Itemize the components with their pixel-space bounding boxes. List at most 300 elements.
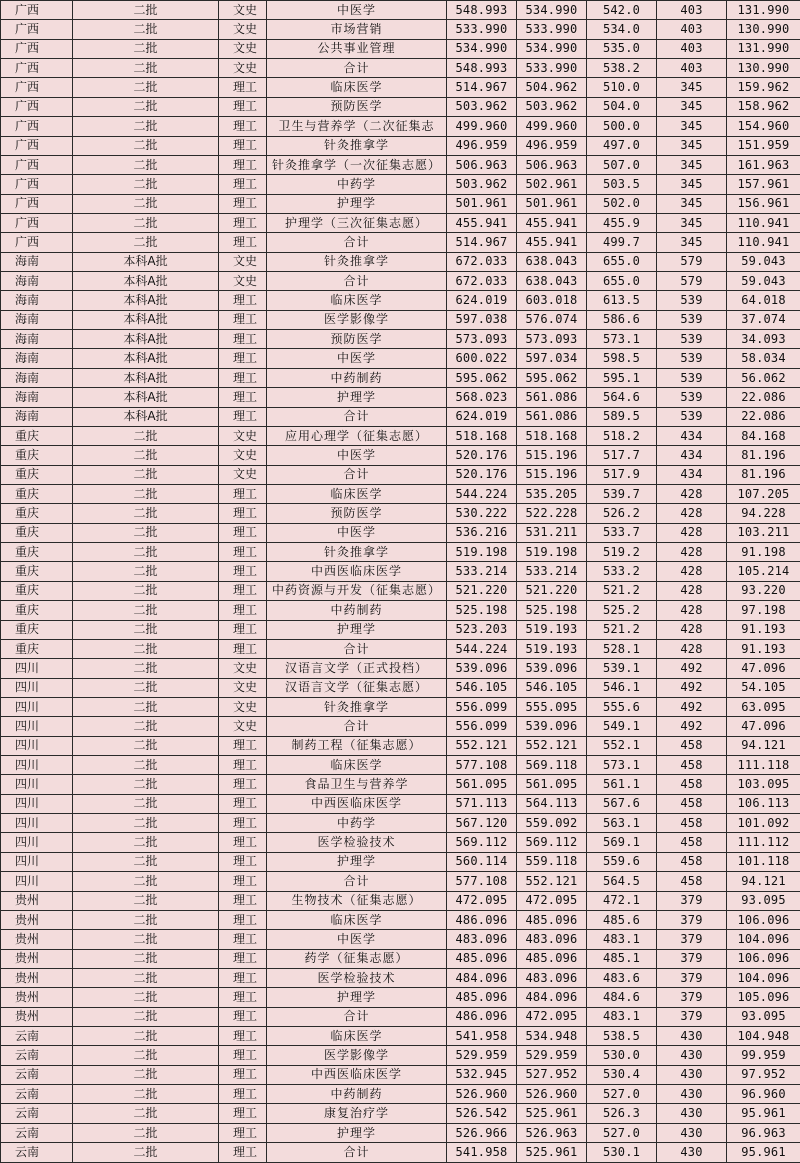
above-line-cell: 56.062 <box>727 368 800 387</box>
major-cell: 护理学 <box>267 620 447 639</box>
batch-cell: 二批 <box>73 543 219 562</box>
min-score-cell: 455.941 <box>517 233 587 252</box>
batch-cell: 二批 <box>73 562 219 581</box>
batch-cell: 二批 <box>73 97 219 116</box>
province-cell: 重庆 <box>1 639 73 658</box>
major-cell: 护理学（三次征集志愿） <box>267 213 447 232</box>
above-line-cell: 91.193 <box>727 620 800 639</box>
table-row <box>1 1046 800 1065</box>
min-score-cell: 555.095 <box>517 697 587 716</box>
major-cell: 中药学 <box>267 175 447 194</box>
subject-type-cell: 理工 <box>219 1123 267 1142</box>
max-score-cell: 544.224 <box>447 484 517 503</box>
max-score-cell: 672.033 <box>447 272 517 291</box>
table-row <box>1 97 800 116</box>
control-line-cell: 458 <box>657 852 727 871</box>
above-line-cell: 110.941 <box>727 213 800 232</box>
table-row <box>1 291 800 310</box>
subject-type-cell: 理工 <box>219 794 267 813</box>
major-cell: 市场营销 <box>267 20 447 39</box>
batch-cell: 二批 <box>73 949 219 968</box>
batch-cell: 二批 <box>73 639 219 658</box>
major-cell: 应用心理学（征集志愿） <box>267 426 447 445</box>
major-cell: 中医学 <box>267 930 447 949</box>
max-score-cell: 455.941 <box>447 213 517 232</box>
control-line-cell: 458 <box>657 833 727 852</box>
province-cell: 海南 <box>1 388 73 407</box>
subject-type-cell: 理工 <box>219 117 267 136</box>
max-score-cell: 523.203 <box>447 620 517 639</box>
table-row <box>1 175 800 194</box>
province-cell: 广西 <box>1 39 73 58</box>
avg-score-cell: 613.5 <box>587 291 657 310</box>
table-row <box>1 1007 800 1026</box>
avg-score-cell: 499.7 <box>587 233 657 252</box>
control-line-cell: 379 <box>657 1007 727 1026</box>
min-score-cell: 521.220 <box>517 581 587 600</box>
min-score-cell: 525.961 <box>517 1104 587 1123</box>
batch-cell: 二批 <box>73 756 219 775</box>
province-cell: 贵州 <box>1 910 73 929</box>
major-cell: 护理学 <box>267 988 447 1007</box>
above-line-cell: 130.990 <box>727 59 800 78</box>
avg-score-cell: 530.1 <box>587 1143 657 1162</box>
subject-type-cell: 文史 <box>219 1 267 20</box>
table-row <box>1 1123 800 1142</box>
avg-score-cell: 535.0 <box>587 39 657 58</box>
control-line-cell: 492 <box>657 659 727 678</box>
batch-cell: 二批 <box>73 717 219 736</box>
major-cell: 中药资源与开发（征集志愿） <box>267 581 447 600</box>
subject-type-cell: 理工 <box>219 775 267 794</box>
min-score-cell: 552.121 <box>517 872 587 891</box>
batch-cell: 二批 <box>73 1143 219 1162</box>
control-line-cell: 379 <box>657 968 727 987</box>
min-score-cell: 472.095 <box>517 1007 587 1026</box>
max-score-cell: 600.022 <box>447 349 517 368</box>
major-cell: 合计 <box>267 1143 447 1162</box>
avg-score-cell: 485.1 <box>587 949 657 968</box>
max-score-cell: 496.959 <box>447 136 517 155</box>
major-cell: 合计 <box>267 872 447 891</box>
control-line-cell: 428 <box>657 601 727 620</box>
control-line-cell: 430 <box>657 1046 727 1065</box>
batch-cell: 二批 <box>73 78 219 97</box>
subject-type-cell: 理工 <box>219 968 267 987</box>
above-line-cell: 93.095 <box>727 1007 800 1026</box>
max-score-cell: 567.120 <box>447 814 517 833</box>
province-cell: 重庆 <box>1 484 73 503</box>
avg-score-cell: 598.5 <box>587 349 657 368</box>
control-line-cell: 539 <box>657 349 727 368</box>
batch-cell: 二批 <box>73 620 219 639</box>
avg-score-cell: 564.5 <box>587 872 657 891</box>
major-cell: 食品卫生与营养学 <box>267 775 447 794</box>
batch-cell: 二批 <box>73 484 219 503</box>
above-line-cell: 64.018 <box>727 291 800 310</box>
above-line-cell: 131.990 <box>727 1 800 20</box>
avg-score-cell: 526.2 <box>587 504 657 523</box>
max-score-cell: 526.542 <box>447 1104 517 1123</box>
above-line-cell: 96.963 <box>727 1123 800 1142</box>
table-row <box>1 1143 800 1162</box>
control-line-cell: 458 <box>657 736 727 755</box>
province-cell: 广西 <box>1 136 73 155</box>
max-score-cell: 529.959 <box>447 1046 517 1065</box>
min-score-cell: 506.963 <box>517 155 587 174</box>
province-cell: 重庆 <box>1 446 73 465</box>
avg-score-cell: 533.7 <box>587 523 657 542</box>
batch-cell: 二批 <box>73 736 219 755</box>
table-row <box>1 1065 800 1084</box>
control-line-cell: 430 <box>657 1085 727 1104</box>
subject-type-cell: 文史 <box>219 272 267 291</box>
min-score-cell: 484.096 <box>517 988 587 1007</box>
province-cell: 广西 <box>1 97 73 116</box>
batch-cell: 二批 <box>73 1104 219 1123</box>
major-cell: 中西医临床医学 <box>267 794 447 813</box>
above-line-cell: 111.112 <box>727 833 800 852</box>
table-row <box>1 368 800 387</box>
above-line-cell: 94.121 <box>727 872 800 891</box>
max-score-cell: 544.224 <box>447 639 517 658</box>
batch-cell: 二批 <box>73 446 219 465</box>
major-cell: 临床医学 <box>267 910 447 929</box>
avg-score-cell: 563.1 <box>587 814 657 833</box>
max-score-cell: 501.961 <box>447 194 517 213</box>
table-row <box>1 697 800 716</box>
max-score-cell: 595.062 <box>447 368 517 387</box>
major-cell: 中医学 <box>267 523 447 542</box>
table-body <box>1 1 800 1163</box>
control-line-cell: 428 <box>657 562 727 581</box>
above-line-cell: 105.096 <box>727 988 800 1007</box>
min-score-cell: 564.113 <box>517 794 587 813</box>
avg-score-cell: 517.9 <box>587 465 657 484</box>
avg-score-cell: 503.5 <box>587 175 657 194</box>
control-line-cell: 345 <box>657 194 727 213</box>
major-cell: 中医学 <box>267 1 447 20</box>
above-line-cell: 110.941 <box>727 233 800 252</box>
avg-score-cell: 538.2 <box>587 59 657 78</box>
avg-score-cell: 655.0 <box>587 252 657 271</box>
province-cell: 重庆 <box>1 504 73 523</box>
avg-score-cell: 517.7 <box>587 446 657 465</box>
province-cell: 四川 <box>1 852 73 871</box>
major-cell: 护理学 <box>267 852 447 871</box>
major-cell: 合计 <box>267 233 447 252</box>
batch-cell: 二批 <box>73 1007 219 1026</box>
control-line-cell: 458 <box>657 794 727 813</box>
above-line-cell: 93.220 <box>727 581 800 600</box>
batch-cell: 二批 <box>73 659 219 678</box>
province-cell: 海南 <box>1 368 73 387</box>
control-line-cell: 345 <box>657 233 727 252</box>
table-row <box>1 1104 800 1123</box>
subject-type-cell: 理工 <box>219 833 267 852</box>
table-row <box>1 78 800 97</box>
province-cell: 广西 <box>1 213 73 232</box>
major-cell: 医学影像学 <box>267 310 447 329</box>
subject-type-cell: 文史 <box>219 59 267 78</box>
batch-cell: 二批 <box>73 117 219 136</box>
above-line-cell: 101.092 <box>727 814 800 833</box>
table-row <box>1 1027 800 1046</box>
min-score-cell: 533.990 <box>517 59 587 78</box>
avg-score-cell: 534.0 <box>587 20 657 39</box>
major-cell: 中医学 <box>267 349 447 368</box>
batch-cell: 本科A批 <box>73 272 219 291</box>
above-line-cell: 47.096 <box>727 717 800 736</box>
subject-type-cell: 理工 <box>219 872 267 891</box>
batch-cell: 二批 <box>73 697 219 716</box>
major-cell: 针灸推拿学 <box>267 136 447 155</box>
avg-score-cell: 527.0 <box>587 1123 657 1142</box>
min-score-cell: 485.096 <box>517 910 587 929</box>
control-line-cell: 430 <box>657 1143 727 1162</box>
control-line-cell: 539 <box>657 330 727 349</box>
major-cell: 合计 <box>267 465 447 484</box>
batch-cell: 二批 <box>73 465 219 484</box>
control-line-cell: 579 <box>657 252 727 271</box>
subject-type-cell: 理工 <box>219 620 267 639</box>
province-cell: 重庆 <box>1 581 73 600</box>
major-cell: 临床医学 <box>267 1027 447 1046</box>
subject-type-cell: 文史 <box>219 20 267 39</box>
above-line-cell: 131.990 <box>727 39 800 58</box>
avg-score-cell: 521.2 <box>587 581 657 600</box>
table-row <box>1 736 800 755</box>
province-cell: 海南 <box>1 272 73 291</box>
batch-cell: 二批 <box>73 233 219 252</box>
control-line-cell: 403 <box>657 20 727 39</box>
table-row <box>1 949 800 968</box>
max-score-cell: 573.093 <box>447 330 517 349</box>
min-score-cell: 534.990 <box>517 39 587 58</box>
subject-type-cell: 理工 <box>219 910 267 929</box>
avg-score-cell: 539.1 <box>587 659 657 678</box>
min-score-cell: 455.941 <box>517 213 587 232</box>
above-line-cell: 103.211 <box>727 523 800 542</box>
subject-type-cell: 理工 <box>219 949 267 968</box>
control-line-cell: 379 <box>657 910 727 929</box>
max-score-cell: 520.176 <box>447 446 517 465</box>
max-score-cell: 624.019 <box>447 291 517 310</box>
province-cell: 云南 <box>1 1065 73 1084</box>
batch-cell: 二批 <box>73 175 219 194</box>
table-row <box>1 601 800 620</box>
min-score-cell: 504.962 <box>517 78 587 97</box>
subject-type-cell: 理工 <box>219 213 267 232</box>
min-score-cell: 525.961 <box>517 1143 587 1162</box>
above-line-cell: 81.196 <box>727 465 800 484</box>
above-line-cell: 59.043 <box>727 272 800 291</box>
min-score-cell: 526.960 <box>517 1085 587 1104</box>
major-cell: 针灸推拿学 <box>267 697 447 716</box>
control-line-cell: 345 <box>657 213 727 232</box>
max-score-cell: 541.958 <box>447 1143 517 1162</box>
above-line-cell: 101.118 <box>727 852 800 871</box>
subject-type-cell: 理工 <box>219 814 267 833</box>
province-cell: 重庆 <box>1 426 73 445</box>
major-cell: 卫生与营养学（二次征集志 <box>267 117 447 136</box>
control-line-cell: 379 <box>657 891 727 910</box>
major-cell: 康复治疗学 <box>267 1104 447 1123</box>
table-row <box>1 1085 800 1104</box>
subject-type-cell: 文史 <box>219 446 267 465</box>
batch-cell: 二批 <box>73 155 219 174</box>
max-score-cell: 526.966 <box>447 1123 517 1142</box>
avg-score-cell: 555.6 <box>587 697 657 716</box>
above-line-cell: 104.948 <box>727 1027 800 1046</box>
province-cell: 广西 <box>1 117 73 136</box>
batch-cell: 二批 <box>73 39 219 58</box>
subject-type-cell: 理工 <box>219 581 267 600</box>
above-line-cell: 22.086 <box>727 388 800 407</box>
table-row <box>1 988 800 1007</box>
min-score-cell: 576.074 <box>517 310 587 329</box>
max-score-cell: 556.099 <box>447 717 517 736</box>
major-cell: 中药制药 <box>267 601 447 620</box>
above-line-cell: 97.952 <box>727 1065 800 1084</box>
min-score-cell: 503.962 <box>517 97 587 116</box>
province-cell: 云南 <box>1 1143 73 1162</box>
major-cell: 汉语言文学（征集志愿） <box>267 678 447 697</box>
above-line-cell: 106.096 <box>727 949 800 968</box>
above-line-cell: 91.198 <box>727 543 800 562</box>
above-line-cell: 104.096 <box>727 930 800 949</box>
above-line-cell: 22.086 <box>727 407 800 426</box>
province-cell: 广西 <box>1 1 73 20</box>
control-line-cell: 403 <box>657 39 727 58</box>
batch-cell: 本科A批 <box>73 330 219 349</box>
table-row <box>1 330 800 349</box>
province-cell: 重庆 <box>1 562 73 581</box>
min-score-cell: 535.205 <box>517 484 587 503</box>
above-line-cell: 84.168 <box>727 426 800 445</box>
province-cell: 四川 <box>1 678 73 697</box>
table-row <box>1 59 800 78</box>
subject-type-cell: 文史 <box>219 659 267 678</box>
batch-cell: 二批 <box>73 833 219 852</box>
control-line-cell: 430 <box>657 1027 727 1046</box>
subject-type-cell: 文史 <box>219 697 267 716</box>
above-line-cell: 105.214 <box>727 562 800 581</box>
min-score-cell: 539.096 <box>517 717 587 736</box>
avg-score-cell: 569.1 <box>587 833 657 852</box>
table-row <box>1 794 800 813</box>
subject-type-cell: 理工 <box>219 407 267 426</box>
control-line-cell: 428 <box>657 581 727 600</box>
province-cell: 四川 <box>1 775 73 794</box>
province-cell: 广西 <box>1 20 73 39</box>
province-cell: 云南 <box>1 1123 73 1142</box>
min-score-cell: 534.948 <box>517 1027 587 1046</box>
max-score-cell: 556.099 <box>447 697 517 716</box>
max-score-cell: 526.960 <box>447 1085 517 1104</box>
avg-score-cell: 521.2 <box>587 620 657 639</box>
table-row <box>1 426 800 445</box>
min-score-cell: 485.096 <box>517 949 587 968</box>
max-score-cell: 536.216 <box>447 523 517 542</box>
batch-cell: 二批 <box>73 1 219 20</box>
major-cell: 针灸推拿学 <box>267 252 447 271</box>
batch-cell: 二批 <box>73 1046 219 1065</box>
avg-score-cell: 589.5 <box>587 407 657 426</box>
above-line-cell: 93.095 <box>727 891 800 910</box>
avg-score-cell: 485.6 <box>587 910 657 929</box>
max-score-cell: 485.096 <box>447 988 517 1007</box>
batch-cell: 二批 <box>73 930 219 949</box>
min-score-cell: 638.043 <box>517 272 587 291</box>
subject-type-cell: 文史 <box>219 678 267 697</box>
avg-score-cell: 530.4 <box>587 1065 657 1084</box>
max-score-cell: 514.967 <box>447 233 517 252</box>
above-line-cell: 81.196 <box>727 446 800 465</box>
min-score-cell: 546.105 <box>517 678 587 697</box>
avg-score-cell: 573.1 <box>587 330 657 349</box>
min-score-cell: 496.959 <box>517 136 587 155</box>
subject-type-cell: 理工 <box>219 988 267 1007</box>
avg-score-cell: 500.0 <box>587 117 657 136</box>
table-row <box>1 155 800 174</box>
table-row <box>1 930 800 949</box>
province-cell: 四川 <box>1 833 73 852</box>
avg-score-cell: 655.0 <box>587 272 657 291</box>
min-score-cell: 519.193 <box>517 620 587 639</box>
province-cell: 云南 <box>1 1046 73 1065</box>
control-line-cell: 458 <box>657 775 727 794</box>
major-cell: 针灸推拿学 <box>267 543 447 562</box>
control-line-cell: 379 <box>657 930 727 949</box>
control-line-cell: 403 <box>657 1 727 20</box>
avg-score-cell: 552.1 <box>587 736 657 755</box>
batch-cell: 二批 <box>73 20 219 39</box>
province-cell: 云南 <box>1 1085 73 1104</box>
max-score-cell: 533.214 <box>447 562 517 581</box>
table-row <box>1 407 800 426</box>
max-score-cell: 514.967 <box>447 78 517 97</box>
control-line-cell: 345 <box>657 97 727 116</box>
table-row <box>1 446 800 465</box>
table-row <box>1 872 800 891</box>
province-cell: 广西 <box>1 194 73 213</box>
major-cell: 中医学 <box>267 446 447 465</box>
batch-cell: 本科A批 <box>73 310 219 329</box>
min-score-cell: 525.198 <box>517 601 587 620</box>
max-score-cell: 569.112 <box>447 833 517 852</box>
max-score-cell: 546.105 <box>447 678 517 697</box>
min-score-cell: 501.961 <box>517 194 587 213</box>
subject-type-cell: 文史 <box>219 39 267 58</box>
subject-type-cell: 理工 <box>219 1027 267 1046</box>
subject-type-cell: 理工 <box>219 349 267 368</box>
control-line-cell: 345 <box>657 78 727 97</box>
batch-cell: 二批 <box>73 852 219 871</box>
control-line-cell: 430 <box>657 1065 727 1084</box>
above-line-cell: 94.121 <box>727 736 800 755</box>
control-line-cell: 492 <box>657 697 727 716</box>
table-row <box>1 194 800 213</box>
control-line-cell: 434 <box>657 426 727 445</box>
min-score-cell: 515.196 <box>517 465 587 484</box>
above-line-cell: 104.096 <box>727 968 800 987</box>
subject-type-cell: 理工 <box>219 1085 267 1104</box>
above-line-cell: 34.093 <box>727 330 800 349</box>
control-line-cell: 428 <box>657 620 727 639</box>
table-row <box>1 620 800 639</box>
table-row <box>1 233 800 252</box>
